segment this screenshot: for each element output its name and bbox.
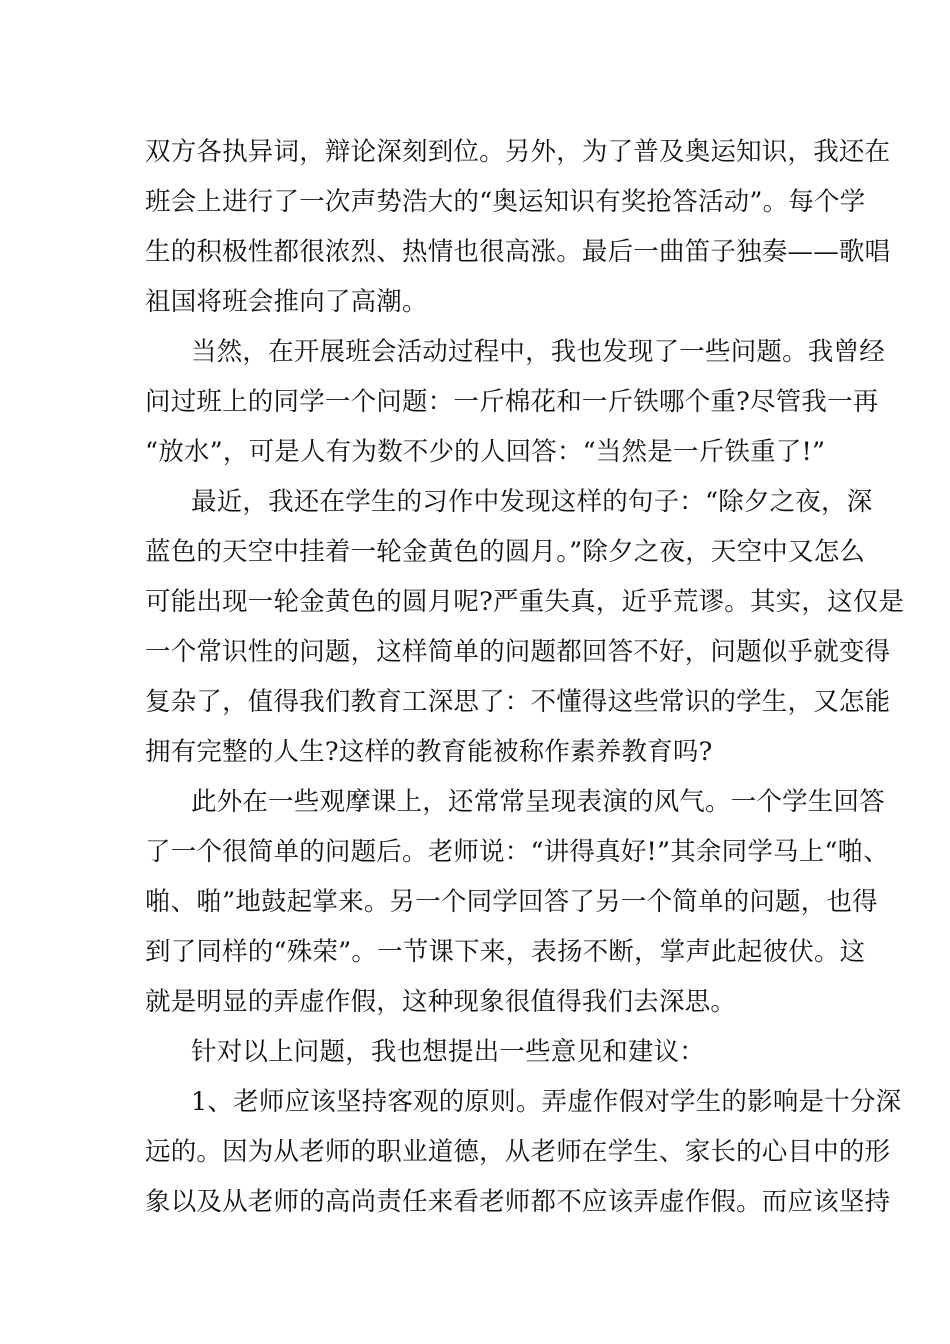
text-line: 就是明显的弄虚作假，这种现象很值得我们去深思。 xyxy=(145,987,737,1017)
paragraph-3 xyxy=(145,477,905,777)
text-line: 此外在一些观摩课上，还常常呈现表演的风气。一个学生回答 xyxy=(191,787,885,817)
paragraph-4 xyxy=(145,777,890,1027)
paragraph-6 xyxy=(145,1077,902,1227)
text-line: 到了同样的“殊荣”。一节课下来，表扬不断，掌声此起彼伏。这 xyxy=(145,937,866,967)
text-line: 当然，在开展班会活动过程中，我也发现了一些问题。我曾经 xyxy=(191,337,885,367)
text-line: 象以及从老师的高尚责任来看老师都不应该弄虚作假。而应该坚持 xyxy=(145,1187,891,1217)
body-text xyxy=(145,127,905,1227)
text-line: 班会上进行了一次声势浩大的“奥运知识有奖抢答活动”。每个学 xyxy=(145,187,866,217)
text-line: 可能出现一轮金黄色的圆月呢?严重失真，近乎荒谬。其实，这仅是 xyxy=(145,587,905,617)
text-line: 复杂了，值得我们教育工深思了：不懂得这些常识的学生，又怎能 xyxy=(145,687,891,717)
text-line: 拥有完整的人生?这样的教育能被称作素养教育吗? xyxy=(145,737,713,767)
text-line: “放水”，可是人有为数不少的人回答：“当然是一斤铁重了!” xyxy=(145,437,826,467)
paragraph-2 xyxy=(145,327,885,477)
text-line: 蓝色的天空中挂着一轮金黄色的圆月。”除夕之夜，天空中又怎么 xyxy=(145,537,866,567)
text-line: 双方各执异词，辩论深刻到位。另外，为了普及奥运知识，我还在 xyxy=(145,137,891,167)
text-line: 问过班上的同学一个问题：一斤棉花和一斤铁哪个重?尽管我一再 xyxy=(145,387,879,417)
paragraph-5 xyxy=(145,1027,815,1077)
text-line: 祖国将班会推向了高潮。 xyxy=(145,287,428,317)
text-line: 远的。因为从老师的职业道德，从老师在学生、家长的心目中的形 xyxy=(145,1137,891,1167)
text-line: 1、老师应该坚持客观的原则。弄虚作假对学生的影响是十分深 xyxy=(191,1087,902,1117)
text-line: 一个常识性的问题，这样简单的问题都回答不好，问题似乎就变得 xyxy=(145,637,891,667)
text-line: 针对以上问题，我也想提出一些意见和建议： xyxy=(191,1037,706,1067)
text-line: 啪、啪”地鼓起掌来。另一个同学回答了另一个简单的问题，也得 xyxy=(145,887,878,917)
text-line: 生的积极性都很浓烈、热情也很高涨。最后一曲笛子独奏——歌唱 xyxy=(145,237,891,267)
text-line: 了一个很简单的问题后。老师说：“讲得真好!”其余同学马上“啪、 xyxy=(145,837,890,867)
paragraph-1 xyxy=(145,127,891,327)
text-line: 最近，我还在学生的习作中发现这样的句子：“除夕之夜，深 xyxy=(191,487,873,517)
